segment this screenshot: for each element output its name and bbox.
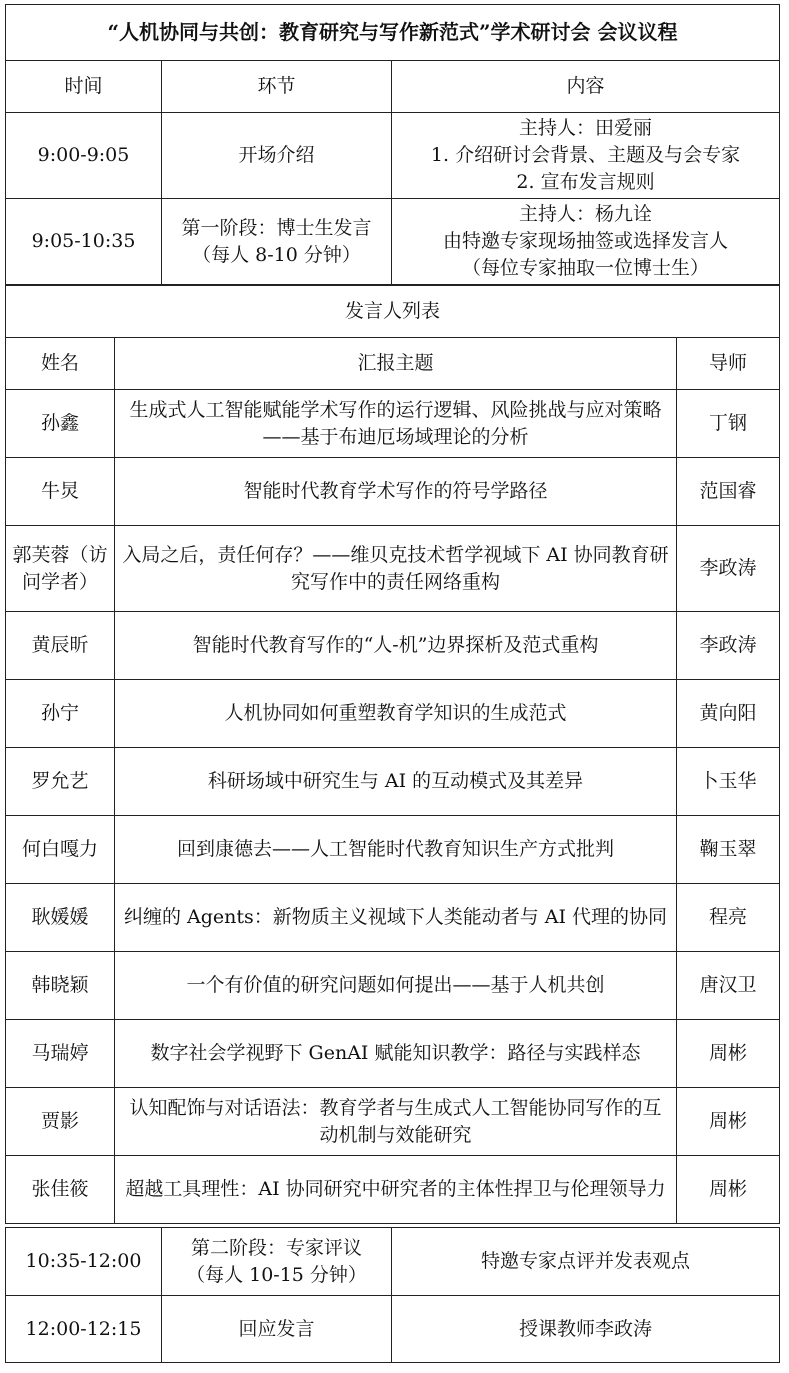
- stage2-session: [162, 1228, 392, 1296]
- speaker-rows: [6, 390, 780, 1224]
- speaker-row: [6, 612, 780, 680]
- stage2-row: [6, 1228, 780, 1296]
- header-name: 姓名: [6, 338, 115, 390]
- speaker-name: 牛炅: [6, 458, 115, 526]
- speaker-topic: 一个有价值的研究问题如何提出——基于人机共创: [115, 952, 677, 1020]
- opening-session: 开场介绍: [162, 113, 392, 199]
- speaker-topic: 科研场域中研究生与 AI 的互动模式及其差异: [115, 748, 677, 816]
- opening-row: [6, 113, 780, 199]
- speaker-row: [6, 1020, 780, 1088]
- stage1-time: 9:05-10:35: [6, 199, 162, 285]
- speaker-advisor: 丁钢: [677, 390, 780, 458]
- stage2-time: 10:35-12:00: [6, 1228, 162, 1296]
- speaker-topic: 纠缠的 Agents：新物质主义视域下人类能动者与 AI 代理的协同: [115, 884, 677, 952]
- speaker-topic: 生成式人工智能赋能学术写作的运行逻辑、风险挑战与应对策略——基于布迪厄场域理论的分析: [115, 390, 677, 458]
- title-row: [6, 5, 780, 61]
- speaker-advisor: 范国睿: [677, 458, 780, 526]
- speaker-topic: 超越工具理性：AI 协同研究中研究者的主体性捍卫与伦理领导力: [115, 1156, 677, 1224]
- speaker-advisor: 李政涛: [677, 526, 780, 612]
- speaker-row: [6, 748, 780, 816]
- speaker-name: 黄辰昕: [6, 612, 115, 680]
- speaker-topic: 数字社会学视野下 GenAI 赋能知识教学：路径与实践样态: [115, 1020, 677, 1088]
- speaker-row: [6, 816, 780, 884]
- speaker-row: [6, 952, 780, 1020]
- opening-content: [392, 113, 780, 199]
- speaker-topic: 智能时代教育写作的“人-机”边界探析及范式重构: [115, 612, 677, 680]
- stage1-session: [162, 199, 392, 285]
- speaker-row: [6, 390, 780, 458]
- speaker-topic: 入局之后，责任何存？——维贝克技术哲学视域下 AI 协同教育研究写作中的责任网络重构: [115, 526, 677, 612]
- opening-item-1: 1. 介绍研讨会背景、主题及与会专家: [430, 144, 741, 166]
- speaker-advisor: 周彬: [677, 1088, 780, 1156]
- speaker-header-row: [6, 338, 780, 390]
- agenda-title: “人机协同与共创：教育研究与写作新范式”学术研讨会 会议议程: [6, 5, 780, 61]
- speaker-row: [6, 680, 780, 748]
- opening-host: 主持人：田爱丽: [518, 117, 652, 139]
- speaker-advisor: 周彬: [677, 1020, 780, 1088]
- speaker-topic: 回到康德去——人工智能时代教育知识生产方式批判: [115, 816, 677, 884]
- speaker-row: [6, 458, 780, 526]
- speaker-advisor: 唐汉卫: [677, 952, 780, 1020]
- closing-content: 授课教师李政涛: [392, 1296, 780, 1363]
- speaker-topic: 认知配饰与对话语法：教育学者与生成式人工智能协同写作的互动机制与效能研究: [115, 1088, 677, 1156]
- stage2-session-name: 第二阶段：专家评议: [190, 1236, 362, 1259]
- stage1-session-duration: （每人 8-10 分钟）: [192, 243, 361, 266]
- speaker-advisor: 周彬: [677, 1156, 780, 1224]
- speaker-name: 孙鑫: [6, 390, 115, 458]
- speaker-row: [6, 1088, 780, 1156]
- speaker-topic: 智能时代教育学术写作的符号学路径: [115, 458, 677, 526]
- speaker-advisor: 李政涛: [677, 612, 780, 680]
- stage1-row: [6, 199, 780, 285]
- agenda-document: [5, 4, 779, 1363]
- closing-session: 回应发言: [162, 1296, 392, 1363]
- header-session: 环节: [162, 61, 392, 113]
- speaker-advisor: 黄向阳: [677, 680, 780, 748]
- speaker-row: [6, 1156, 780, 1224]
- speaker-name: 孙宁: [6, 680, 115, 748]
- speaker-name: 贾影: [6, 1088, 115, 1156]
- speaker-name: 罗允艺: [6, 748, 115, 816]
- speaker-name: 何白嘎力: [6, 816, 115, 884]
- header-time: 时间: [6, 61, 162, 113]
- speaker-row: [6, 526, 780, 612]
- stage1-host: 主持人：杨九诠: [518, 203, 652, 225]
- schedule-header-row: [6, 61, 780, 113]
- speaker-name: 耿媛媛: [6, 884, 115, 952]
- closing-row: [6, 1296, 780, 1363]
- agenda-table-top: [5, 4, 780, 285]
- stage2-content: 特邀专家点评并发表观点: [392, 1228, 780, 1296]
- stage1-note: （每位专家抽取一位博士生）: [461, 257, 709, 279]
- speaker-list-title: 发言人列表: [6, 286, 780, 338]
- header-content: 内容: [392, 61, 780, 113]
- speaker-topic: 人机协同如何重塑教育学知识的生成范式: [115, 680, 677, 748]
- stage1-content: [392, 199, 780, 285]
- speaker-advisor: 程亮: [677, 884, 780, 952]
- speaker-name: 马瑞婷: [6, 1020, 115, 1088]
- speaker-list-title-row: [6, 286, 780, 338]
- stage1-rule: 由特邀专家现场抽签或选择发言人: [442, 230, 728, 252]
- speaker-name: 张佳筱: [6, 1156, 115, 1224]
- stage2-session-duration: （每人 10-15 分钟）: [186, 1263, 367, 1286]
- header-topic: 汇报主题: [115, 338, 677, 390]
- closing-time: 12:00-12:15: [6, 1296, 162, 1363]
- opening-time: 9:00-9:05: [6, 113, 162, 199]
- header-advisor: 导师: [677, 338, 780, 390]
- stage1-session-name: 第一阶段：博士生发言: [181, 216, 372, 239]
- speaker-table: [5, 285, 780, 1224]
- speaker-name: 韩晓颖: [6, 952, 115, 1020]
- speaker-row: [6, 884, 780, 952]
- opening-item-2: 2. 宣布发言规则: [516, 171, 655, 193]
- speaker-advisor: 卜玉华: [677, 748, 780, 816]
- speaker-advisor: 鞠玉翠: [677, 816, 780, 884]
- speaker-name: 郭芙蓉（访问学者）: [6, 526, 115, 612]
- agenda-table-bottom: [5, 1227, 780, 1363]
